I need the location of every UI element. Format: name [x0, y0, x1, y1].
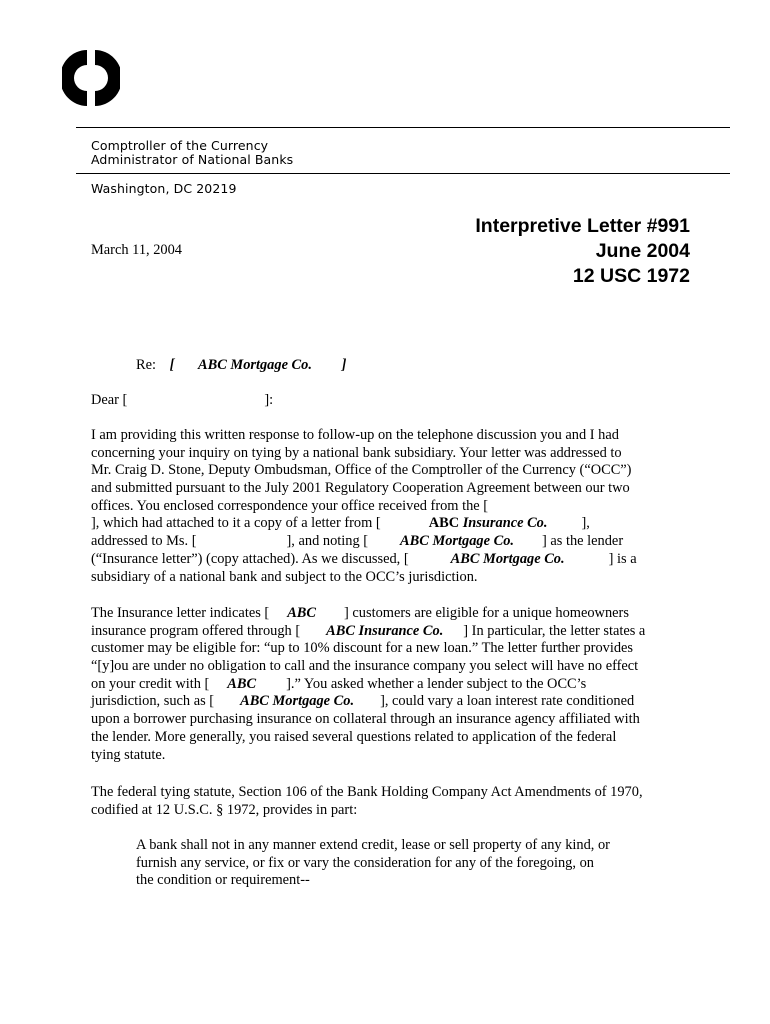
- p2-line-9: tying statute.: [91, 746, 166, 763]
- p2-line-5: on your credit with [ ABC ].” You asked whether a lender subject to the OCC’s: [91, 675, 587, 692]
- letter-meta: [475, 214, 690, 289]
- agency-address: Washington, DC 20219: [91, 181, 237, 196]
- statute-quote: [136, 837, 696, 890]
- agency-line-1: Comptroller of the Currency: [91, 138, 269, 153]
- p1-line-9: subsidiary of a national bank and subject to the OCC’s jurisdiction.: [91, 568, 478, 585]
- re-subject: ABC Mortgage Co.: [198, 357, 312, 373]
- p1-line-2: concerning your inquiry on tying by a national bank subsidiary. Your letter was addressed to: [91, 444, 622, 461]
- salutation-close: ]:: [264, 392, 274, 408]
- re-bracket-close: ]: [341, 357, 347, 373]
- p2-line-1: The Insurance letter indicates [ ABC ] customers are eligible for a unique homeowners: [91, 605, 629, 621]
- p1-line-6: ], which had attached to it a copy of a letter from [ ABC Insurance Co. ],: [91, 515, 590, 532]
- letter-title: Interpretive Letter #991: [475, 215, 690, 237]
- letter-cite: 12 USC 1972: [572, 265, 690, 287]
- paragraph-1: [91, 427, 691, 586]
- paragraph-3: [91, 784, 691, 819]
- header-rule-top: [76, 127, 730, 128]
- quote-line-2: furnish any service, or fix or vary the consideration for any of the foregoing, on: [136, 854, 594, 871]
- p1-line-8: (“Insurance letter”) (copy attached). As we discussed, [ ABC Mortgage Co. ] is a: [91, 550, 637, 567]
- p1-line-5: offices. You enclosed correspondence your office received from the [: [91, 497, 489, 514]
- agency-line-2: Administrator of National Banks: [91, 152, 294, 167]
- occ-logo-icon: [62, 46, 120, 110]
- p2-line-6: jurisdiction, such as [ ABC Mortgage Co. ], could vary a loan interest rate conditioned: [91, 693, 635, 710]
- p3-line-1: The federal tying statute, Section 106 of the Bank Holding Company Act Amendments of 1970,: [91, 784, 643, 800]
- agency-name: [91, 139, 293, 167]
- salutation: [91, 392, 273, 410]
- p1-line-3: Mr. Craig D. Stone, Deputy Ombudsman, Office of the Comptroller of the Currency (“OCC”): [91, 462, 632, 479]
- p1-line-7: addressed to Ms. [ ], and noting [ ABC Mortgage Co. ] as the lender: [91, 533, 624, 550]
- quote-line-1: A bank shall not in any manner extend credit, lease or sell property of any kind, or: [136, 837, 610, 853]
- letter-date: March 11, 2004: [91, 242, 182, 258]
- quote-line-3: the condition or requirement--: [136, 872, 310, 889]
- re-bracket-open: [: [169, 357, 175, 373]
- p2-line-7: upon a borrower purchasing insurance on collateral through an insurance agency affiliated with: [91, 711, 640, 728]
- p2-line-8: the lender. More generally, you raised several questions related to application of the federal: [91, 728, 617, 745]
- p3-line-2: codified at 12 U.S.C. § 1972, provides in part:: [91, 801, 358, 818]
- p2-line-2: insurance program offered through [ ABC Insurance Co. ] In particular, the letter states a: [91, 622, 646, 639]
- paragraph-2: [91, 605, 691, 764]
- salutation-dear: Dear [: [91, 392, 128, 408]
- p1-line-1: I am providing this written response to follow-up on the telephone discussion you and I had: [91, 427, 619, 443]
- p2-line-4: “[y]ou are under no obligation to call and the insurance company you select will have no effect: [91, 658, 639, 675]
- header-rule-bottom: [76, 173, 730, 174]
- re-line: [136, 357, 346, 375]
- p1-line-4: and submitted pursuant to the July 2001 Regulatory Cooperation Agreement between our two: [91, 480, 630, 497]
- re-label: Re:: [136, 357, 156, 373]
- letter-month: June 2004: [595, 240, 690, 262]
- p2-line-3: customer may be eligible for: “up to 10% discount for a new loan.” The letter further provides: [91, 640, 634, 657]
